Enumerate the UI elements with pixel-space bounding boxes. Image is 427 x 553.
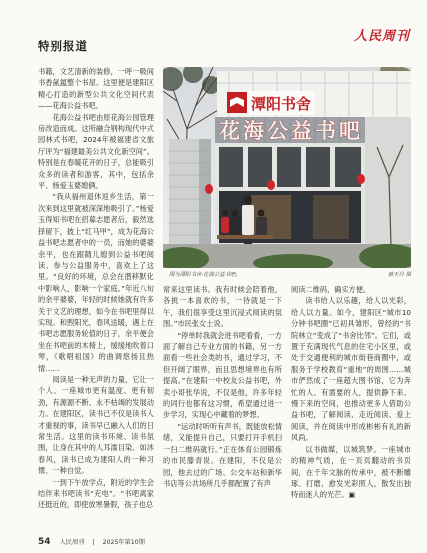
main-sign — [215, 117, 365, 143]
interior-glow — [313, 195, 349, 239]
paragraph: 常来这里读书。我有时候会陪着他，各挑一本喜欢的书，一待就是一下午，我们很享受这里沉浸式阅读的氛围。”市民张女士说。 — [163, 285, 282, 329]
window-upper — [335, 147, 361, 187]
photo-caption — [169, 271, 411, 280]
standing-woman-head — [244, 196, 252, 204]
section-title: 特别报道 — [38, 39, 88, 53]
page-number: 54 — [38, 537, 51, 547]
paragraph — [291, 444, 411, 501]
lantern — [205, 184, 213, 194]
lantern — [267, 180, 275, 190]
footer-separator: | — [92, 539, 95, 546]
right-wall — [365, 117, 411, 245]
window-upper — [306, 147, 330, 187]
stair-tower — [169, 139, 211, 247]
paragraph: 书籍，文艺清新的装修，一呼一吸间书香氤氲整个书屋。这里便是建阳区精心打造的新型公共文化空间代表——花海公益书吧。 — [38, 67, 154, 111]
standing-woman-coat — [242, 205, 254, 235]
paragraph: 阅读是一种无声的力量，它让一个人、一座城市更有温度、更有韧劲，有源源不断、永不枯竭的发展动力。在建阳区，读书已不仅是读书人才重视的事，读书早已融入人们的日常生活。这里的读书环境、读书氛围，让身在其中的人耳濡目染、如沐春风，读书已成为建阳人的一种习惯、一种自觉。 — [38, 374, 154, 476]
photo-illustration — [163, 67, 411, 268]
paragraph: 阅读二维码，确实方便。 — [291, 285, 371, 294]
paragraph: 一到下午放学点，附近的学生会结伴来书吧读书“充电”。“书吧离家还挺近的，即使放寒暑假，孩子也总 — [38, 477, 154, 510]
window-upper — [248, 147, 272, 187]
window-upper — [277, 147, 301, 187]
lantern — [357, 174, 365, 184]
article-photo — [163, 67, 411, 268]
paragraph: 读书给人以乐趣，给人以光彩，给人以力量。如今，建阳区“城市10分钟书吧圈”已初具雏形，曾经的“书院林立”变成了“书舍比邻”。它们，或置于充满现代气息的住宅小区里，或处于交通便利的城市街巷商圈中，或服务于学校教育“重地”的周围……城市俨然成了一座超大图书馆，它为奔忙的人、有需要的人，提供静下来、慢下来的空间，也推动更多人借助公益书吧，了解阅读、走近阅读、爱上阅读，并在阅读中形成彬彬有礼的新风尚。 — [291, 296, 411, 443]
article-column-2 — [163, 284, 282, 516]
child-head — [222, 210, 228, 216]
seated-person-head — [258, 210, 265, 217]
photo-credit: 蔡天丹 摄 — [387, 272, 411, 278]
wooden-bench — [217, 235, 273, 239]
paragraph: “运动时听听有声书，既能放松情绪，又能提升自己，只要打开手机扫一扫二维码就行。”正在体育公园锻炼的市民滕青说。在建阳，不仅是公园，他去过的广场、公交车站和新华书店等公共场所几乎都配置了有声 — [163, 421, 282, 488]
sign-top-text: 潭阳书舍 — [251, 95, 312, 113]
right-structure — [365, 117, 411, 245]
end-mark-icon: ▣ — [348, 490, 356, 500]
paragraph: 花海公益书吧由原花海公园管理房改造而成。这所融合钢构现代中式园林式书吧，2024年被福建省文旅厅评为“福建最美公共文化新空间”。特别是在春暖花开的日子，总能吸引众多的读者和游客，其中，包括余平、杨爱玉婆媳俩。 — [38, 112, 154, 191]
window-upper — [219, 147, 243, 187]
publication-name: 人民周刊 — [59, 539, 85, 546]
sign-main-text: 花海公益书吧 — [219, 119, 363, 143]
paragraph: “我从福州退休返乡生活，第一次来到这里就被深深地吸引了。”杨爱玉得知书吧在招募志愿者后，毅然选择留下，披上“红马甲”，成为花海公益书吧志愿者中的一员，而她的婆婆余平，也在跟随儿媳到公益书吧阅读、参与公益服务中，喜欢上了这里。“良好的环境，总会在潜移默化中影响人，影响一个家庭。”年近八旬的余平婆婆，年轻的时候她就有许多关于文艺的理想，如今在书吧里得以实现。和煦阳光，春风送暖，遇上在书吧志愿服务轮值的日子，余平便会坐在书吧前的木椅上，缓缓地吹着口琴，《歌唱祖国》的曲调悠扬且热情…… — [38, 192, 154, 373]
seated-person-head — [232, 210, 239, 217]
paragraph: “停单时我就会进书吧看看，一方面了解自己专业方面的书籍，另一方面看一些社会类的书，通过学习，不但开阔了眼界，而且思想境界也有所提高。”在建阳一中校友公益书吧，外卖小哥张华说，不仅是他，许多年轻的同行也都有这习惯，希望通过进一步学习，实现心中藏着的梦想。 — [163, 330, 282, 420]
building-upper — [217, 71, 411, 117]
issue-number: 2025年第10期 — [102, 539, 145, 546]
child-red-jacket — [221, 217, 229, 233]
caption-text: 图为潭阳书舍·花海公益书吧。 — [169, 272, 241, 278]
article-column-3 — [291, 284, 411, 516]
article-column-1 — [38, 66, 154, 516]
page-footer — [38, 529, 145, 547]
paragraph-text: 以书做媒，以城筑梦。一座城市的精神气质，在一页页翻动的书页间，在千年文脉的传承中，被不断雕琢、打磨，愈发光彩照人，散发出独特而迷人的光芒。 — [291, 444, 411, 500]
magazine-logo: 人民周刊 — [353, 29, 410, 44]
